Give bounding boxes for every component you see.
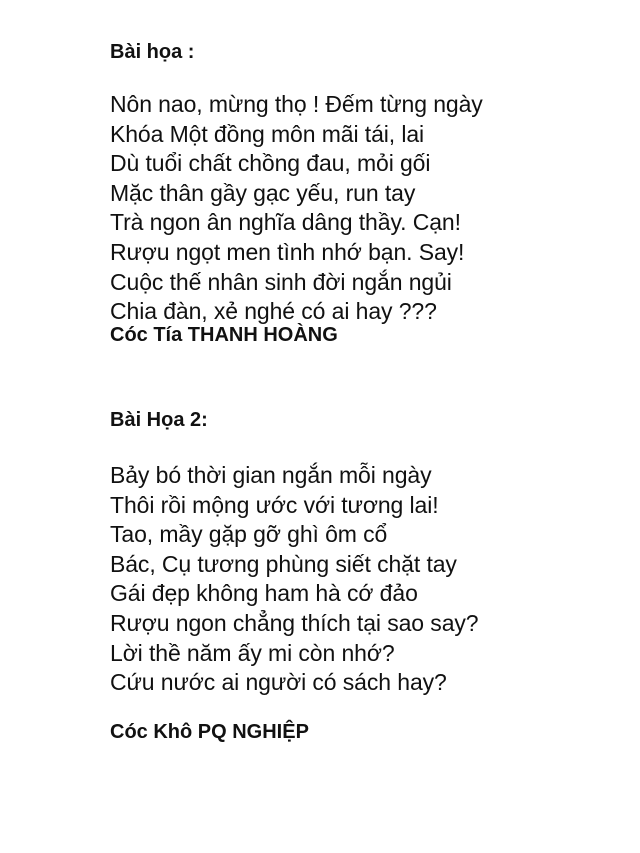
poem-line: Nôn nao, mừng thọ ! Đếm từng ngày	[110, 91, 483, 117]
poem-line: Chia đàn, xẻ nghé có ai hay ???	[110, 298, 437, 325]
poem-line: Gái đẹp không ham hà cớ đảo	[110, 580, 418, 607]
poem-line: Thôi rồi mộng ước với tương lai!	[110, 491, 439, 518]
poem-1-body	[110, 90, 483, 327]
poem-line: Mặc thân gầy gạc yếu, run tay	[110, 179, 416, 206]
poem-line: Trà ngon ân nghĩa dâng thầy. Cạn!	[110, 209, 461, 236]
poem-line: Khóa Một đồng môn mãi tái, lai	[110, 120, 425, 147]
poem-2-body	[110, 461, 478, 698]
poem-2-title: Bài Họa 2:	[110, 409, 208, 431]
poem-line: Lời thề năm ấy mi còn nhớ?	[110, 639, 395, 666]
poem-line: Bảy bó thời gian ngắn mỗi ngày	[110, 462, 432, 488]
poem-line: Cứu nước ai người có sách hay?	[110, 669, 447, 696]
poem-line: Tao, mầy gặp gỡ ghì ôm cổ	[110, 521, 388, 548]
poem-line: Cuộc thế nhân sinh đời ngắn ngủi	[110, 268, 452, 295]
poem-line: Rượu ngon chẳng thích tại sao say?	[110, 609, 479, 636]
poem-line: Bác, Cụ tương phùng siết chặt tay	[110, 550, 457, 577]
poem-1-title: Bài họa :	[110, 41, 195, 63]
poem-1-signature: Cóc Tía THANH HOÀNG	[110, 324, 338, 346]
poem-line: Rượu ngọt men tình nhớ bạn. Say!	[110, 238, 465, 265]
poem-line: Dù tuổi chất chồng đau, mỏi gối	[110, 150, 431, 177]
poem-2-signature: Cóc Khô PQ NGHIỆP	[110, 721, 309, 743]
